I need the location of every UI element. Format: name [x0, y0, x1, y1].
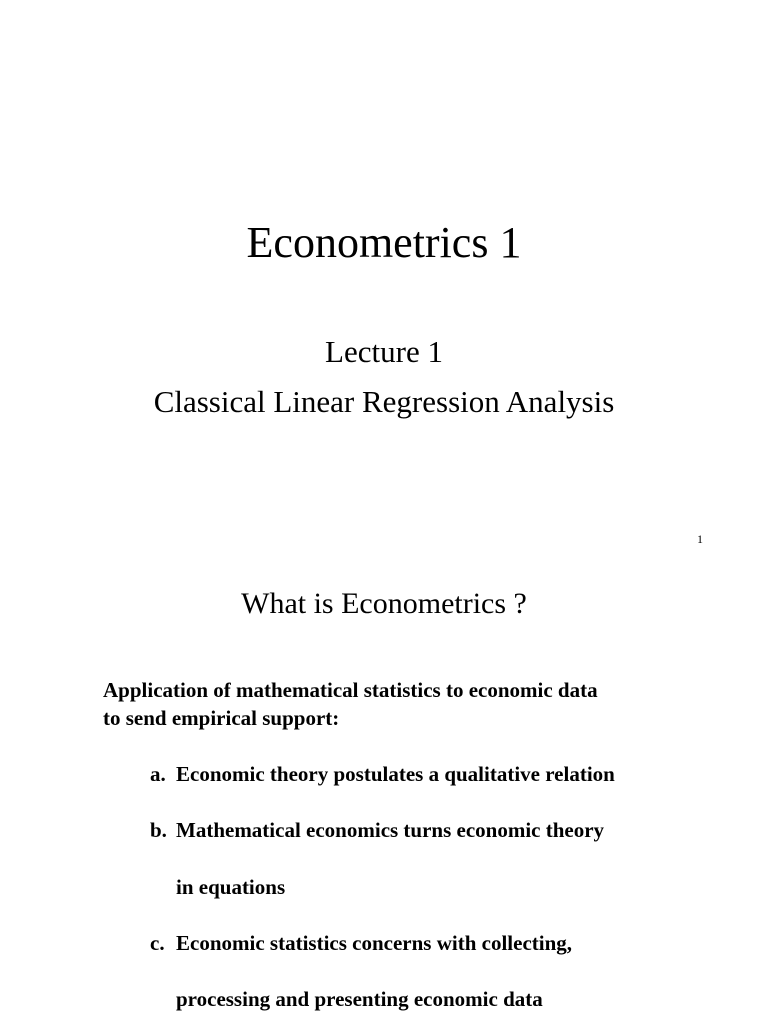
- list-item-marker-c: c.: [150, 931, 165, 955]
- intro-line: to send empirical support:: [103, 706, 340, 730]
- intro-line: Application of mathematical statistics to economic data: [103, 678, 598, 702]
- intro-paragraph: [103, 676, 598, 732]
- list-item-c-line-2: processing and presenting economic data: [176, 987, 543, 1011]
- list-item-b-line-2: in equations: [176, 875, 286, 899]
- list-item-a-line-1: Economic theory postulates a qualitative relation: [176, 762, 615, 786]
- lecture-subtitle: Classical Linear Regression Analysis: [153, 384, 615, 419]
- slide-title: Econometrics 1: [246, 218, 522, 267]
- list-item-marker-a: a.: [150, 762, 166, 786]
- list-item-marker-b: b.: [150, 818, 167, 842]
- section-heading: What is Econometrics ?: [241, 587, 527, 620]
- list-item-c-line-1: Economic statistics concerns with collecting,: [176, 931, 573, 955]
- page-number: 1: [697, 532, 703, 546]
- lecture-number: Lecture 1: [325, 334, 443, 369]
- list-item-b-line-1: Mathematical economics turns economic theory: [176, 818, 605, 842]
